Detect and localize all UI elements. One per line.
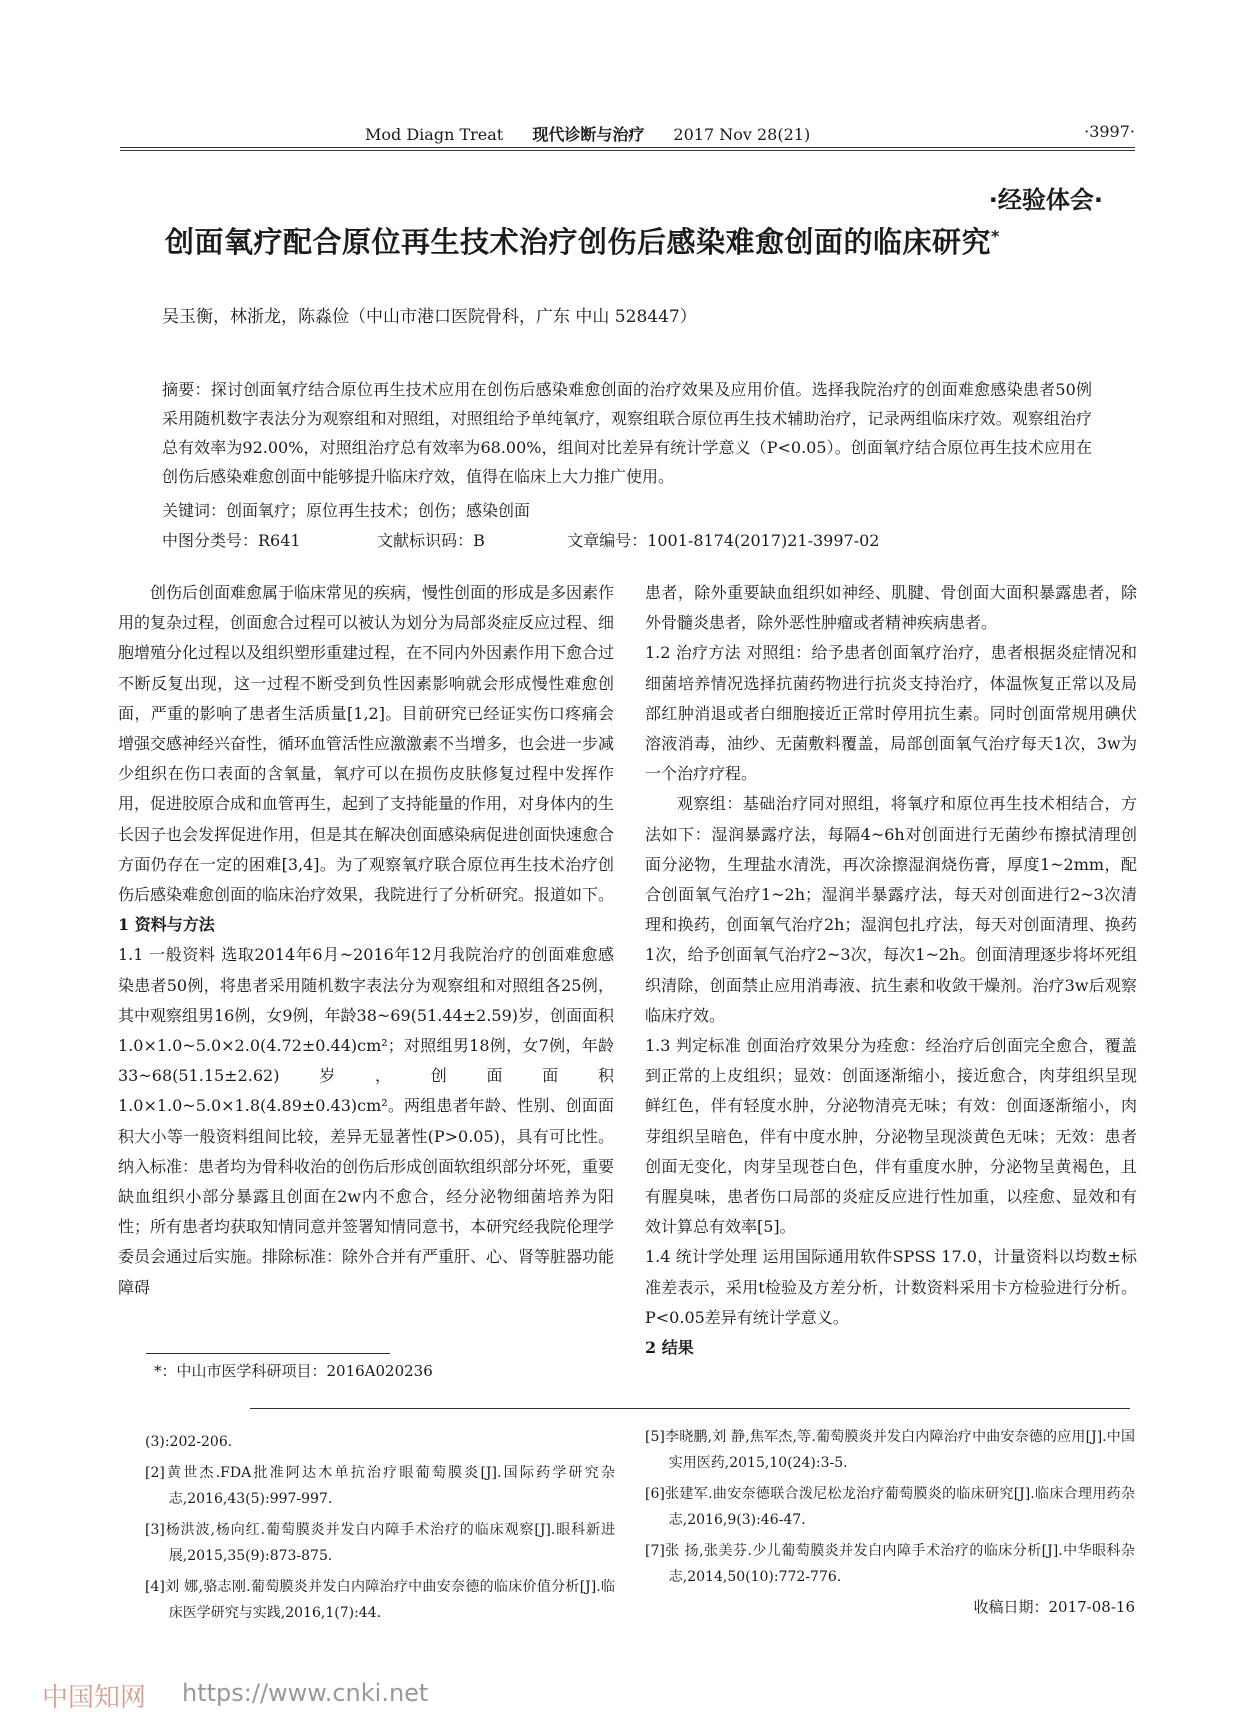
references-rule <box>250 1408 1130 1409</box>
section-heading: 1 资料与方法 <box>118 915 215 935</box>
cnki-logo: 中国知网 <box>42 1683 147 1713</box>
header-rule-double <box>120 150 1135 151</box>
body-left-column <box>118 578 614 1303</box>
references-right <box>645 1424 1135 1595</box>
cnki-url: https://www.cnki.net <box>182 1679 429 1707</box>
footnote: *：中山市医学科研项目：2016A020236 <box>154 1362 433 1380</box>
authors: 吴玉衡，林浙龙，陈淼俭（中山市港口医院骨科，广东 中山 528447） <box>162 307 697 327</box>
references-left <box>145 1429 615 1631</box>
reference-item: [3]杨洪波,杨向红.葡萄膜炎并发白内障手术治疗的临床观察[J].眼科新进展,2015,35(9):873-875. <box>145 1522 615 1564</box>
received-date: 收稿日期：2017-08-16 <box>973 1598 1135 1616</box>
reference-item: [4]刘 娜,骆志刚.葡萄膜炎并发白内障治疗中曲安奈德的临床价值分析[J].临床医学研究与实践,2016,1(7):44. <box>145 1579 615 1621</box>
footnote-rule <box>146 1353 390 1354</box>
page-number: ·3997· <box>1084 122 1135 141</box>
reference-item: (3):202-206. <box>145 1434 233 1450</box>
section-label: ·经验体会· <box>988 186 1103 214</box>
paragraph: 1.4 统计学处理 运用国际通用软件SPSS 17.0，计量资料以均数±标准差表示，采用t检验及方差分析，计数资料采用卡方检验进行分析。P<0.05差异有统计学意义。 <box>645 1247 1137 1327</box>
paragraph: 1.2 治疗方法 对照组：给予患者创面氧疗治疗，患者根据炎症情况和细菌培养情况选择抗菌药物进行抗炎支持治疗，体温恢复正常以及局部红肿消退或者白细胞接近正常时停用抗生素。同时创面常规用碘伏溶液消毒，油纱、无菌敷料覆盖，局部创面氧气治疗每天1次，3w为一个治疗疗程。 <box>645 643 1137 784</box>
classification-line <box>162 528 880 551</box>
section-heading: 2 结果 <box>645 1338 694 1358</box>
paragraph: 患者，除外重要缺血组织如神经、肌腱、骨创面大面积暴露患者，除外骨髓炎患者，除外恶性肿瘤或者精神疾病患者。 <box>645 583 1137 633</box>
issue-info: 2017 Nov 28(21) <box>673 125 811 144</box>
reference-item: [5]李晓鹏,刘 静,焦军杰,等.葡萄膜炎并发白内障治疗中曲安奈德的应用[J].中国实用医药,2015,10(24):3-5. <box>645 1429 1135 1471</box>
header-rule <box>120 147 1135 148</box>
abstract: 摘要：探讨创面氧疗结合原位再生技术应用在创伤后感染难愈创面的治疗效果及应用价值。选择我院治疗的创面难愈感染患者50例采用随机数字表法分为观察组和对照组，对照组给予单纯氧疗，观察组联合原位再生技术辅助治疗，记录两组临床疗效。观察组治疗总有效率为92.00%，对照组治疗总有效率为68.00%，组间对比差异有统计学意义（P<0.05）。创面氧疗结合原位再生技术应用在创伤后感染难愈创面中能够提升临床疗效，值得在临床上大力推广使用。 <box>162 380 1092 486</box>
journal-name-en: Mod Diagn Treat <box>365 125 504 144</box>
journal-info <box>365 122 834 145</box>
keywords: 关键词：创面氧疗；原位再生技术；创伤；感染创面 <box>162 501 531 520</box>
title-text: 创面氧疗配合原位再生技术治疗创伤后感染难愈创面的临床研究 <box>165 225 992 259</box>
reference-item: [7]张 扬,张美芬.少儿葡萄膜炎并发白内障手术治疗的临床分析[J].中华眼科杂志,2014,50(10):772-776. <box>645 1543 1135 1585</box>
document-code: 文献标识码：B <box>377 531 485 550</box>
clc-number: 中图分类号：R641 <box>162 531 301 550</box>
paragraph: 观察组：基础治疗同对照组，将氧疗和原位再生技术相结合，方法如下：湿润暴露疗法，每隔4~6h对创面进行无菌纱布擦拭清理创面分泌物，生理盐水清洗，再次涂擦湿润烧伤膏，厚度1~2mm，配合创面氧气治疗1~2h；湿润半暴露疗法，每天对创面进行2~3次清理和换药，创面氧气治疗2h；湿润包扎疗法，每天对创面清理、换药1次，给予创面氧气治疗2~3次，每次1~2h。创面清理逐步将坏死组织清除，创面禁止应用消毒液、抗生素和收敛干燥剂。治疗3w后观察临床疗效。 <box>645 794 1137 1025</box>
title-footnote-mark: * <box>991 226 1000 246</box>
running-header <box>120 116 1140 146</box>
paragraph: 创伤后创面难愈属于临床常见的疾病，慢性创面的形成是多因素作用的复杂过程，创面愈合过程可以被认为划分为局部炎症反应过程、细胞增殖分化过程以及组织塑形重建过程，在不同内外因素作用下愈合过不断反复出现，这一过程不断受到负性因素影响就会形成慢性难愈创面，严重的影响了患者生活质量[1,2]。目前研究已经证实伤口疼痛会增强交感神经兴奋性，循环血管活性应激激素不当增多，也会进一步减少组织在伤口表面的含氧量，氧疗可以在损伤皮肤修复过程中发挥作用，促进胶原合成和血管再生，起到了支持能量的作用，对身体内的生长因子也会发挥促进作用，但是其在解决创面感染病促进创面快速愈合方面仍存在一定的困难[3,4]。为了观察氧疗联合原位再生技术治疗创伤后感染难愈创面的临床治疗效果，我院进行了分析研究。报道如下。 <box>118 583 615 905</box>
paragraph: 1.1 一般资料 选取2014年6月~2016年12月我院治疗的创面难愈感染患者50例，将患者采用随机数字表法分为观察组和对照组各25例，其中观察组男16例，女9例，年龄38~69(51.44±2.59)岁，创面面积1.0×1.0~5.0×2.0(4.72±0.44)cm²；对照组男18例，女7例，年龄33~68(51.15±2.62)岁，创面面积1.0×1.0~5.0×1.8(4.89±0.43)cm²。两组患者年龄、性别、创面面积大小等一般资料组间比较，差异无显著性(P>0.05)，具有可比性。纳入标准：患者均为骨科收治的创伤后形成创面软组织部分坏死，重要缺血组织小部分暴露且创面在2w内不愈合，经分泌物细菌培养为阳性；所有患者均获取知情同意并签署知情同意书，本研究经我院伦理学委员会通过后实施。排除标准：除外合并有严重肝、心、肾等脏器功能障碍 <box>118 945 615 1297</box>
journal-name-cn: 现代诊断与治疗 <box>532 125 645 144</box>
paragraph: 1.3 判定标准 创面治疗效果分为痊愈：经治疗后创面完全愈合，覆盖到正常的上皮组织；显效：创面逐渐缩小，接近愈合，肉芽组织呈现鲜红色，伴有轻度水肿，分泌物清亮无味；有效：创面逐渐缩小，肉芽组织呈暗色，伴有中度水肿，分泌物呈现淡黄色无味；无效：患者创面无变化，肉芽呈现苍白色，伴有重度水肿，分泌物呈黄褐色，且有腥臭味，患者伤口局部的炎症反应进行性加重，以痊愈、显效和有效计算总有效率[5]。 <box>645 1036 1137 1237</box>
article-number: 文章编号：1001-8174(2017)21-3997-02 <box>567 531 880 550</box>
reference-item: [2]黄世杰.FDA批准阿达木单抗治疗眼葡萄膜炎[J].国际药学研究杂志,2016,43(5):997-997. <box>145 1465 615 1507</box>
body-right-column <box>645 578 1137 1363</box>
article-title <box>165 220 1000 261</box>
reference-item: [6]张建军.曲安奈德联合泼尼松龙治疗葡萄膜炎的临床研究[J].临床合理用药杂志,2016,9(3):46-47. <box>645 1486 1135 1528</box>
